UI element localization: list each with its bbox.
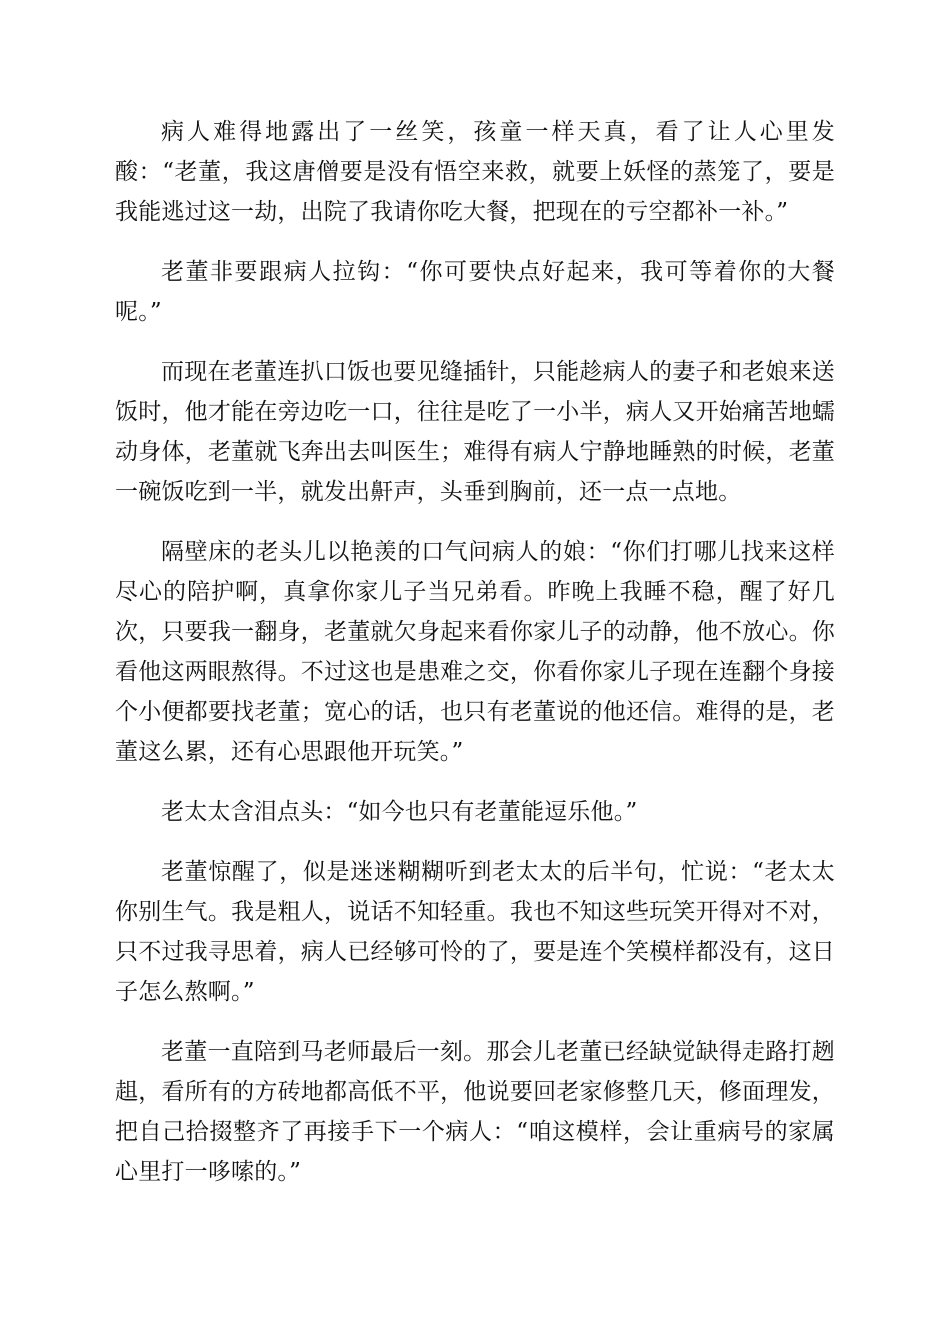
paragraph-4: 隔壁床的老头儿以艳羡的口气问病人的娘：“你们打哪儿找来这样尽心的陪护啊，真拿你家儿子当兄弟看。昨晚上我睡不稳，醒了好几次，只要我一翻身，老董就欠身起来看你家儿子的动静，他不放心。你看他这两眼熬得。不过这也是患难之交，你看你家儿子现在连翻个身接个小便都要找老董；宽心的话，也只有老董说的他还信。难得的是，老董这么累，还有心思跟他开玩笑。” bbox=[115, 539, 835, 765]
paragraph-6: 老董惊醒了，似是迷迷糊糊听到老太太的后半句，忙说：“老太太你别生气。我是粗人，说话不知轻重。我也不知这些玩笑开得对不对，只不过我寻思着，病人已经够可怜的了，要是连个笑模样都没有，这日子怎么熬啊。” bbox=[115, 859, 835, 1005]
paragraph-2: 老董非要跟病人拉钩：“你可要快点好起来，我可等着你的大餐呢。” bbox=[115, 259, 835, 325]
paragraph-7: 老董一直陪到马老师最后一刻。那会儿老董已经缺觉缺得走路打趔趄，看所有的方砖地都高低不平，他说要回老家修整几天，修面理发，把自己拾掇整齐了再接手下一个病人：“咱这模样，会让重病号的家属心里打一哆嗦的。” bbox=[115, 1039, 835, 1185]
paragraph-1: 病人难得地露出了一丝笑，孩童一样天真，看了让人心里发酸：“老董，我这唐僧要是没有悟空来救，就要上妖怪的蒸笼了，要是我能逃过这一劫，出院了我请你吃大餐，把现在的亏空都补一补。” bbox=[115, 119, 835, 225]
paragraph-5: 老太太含泪点头：“如今也只有老董能逗乐他。” bbox=[161, 799, 638, 825]
document-body bbox=[115, 112, 835, 1212]
paragraph-3: 而现在老董连扒口饭也要见缝插针，只能趁病人的妻子和老娘来送饭时，他才能在旁边吃一口，往往是吃了一小半，病人又开始痛苦地蠕动身体，老董就飞奔出去叫医生；难得有病人宁静地睡熟的时候，老董一碗饭吃到一半，就发出鼾声，头垂到胸前，还一点一点地。 bbox=[115, 359, 835, 505]
